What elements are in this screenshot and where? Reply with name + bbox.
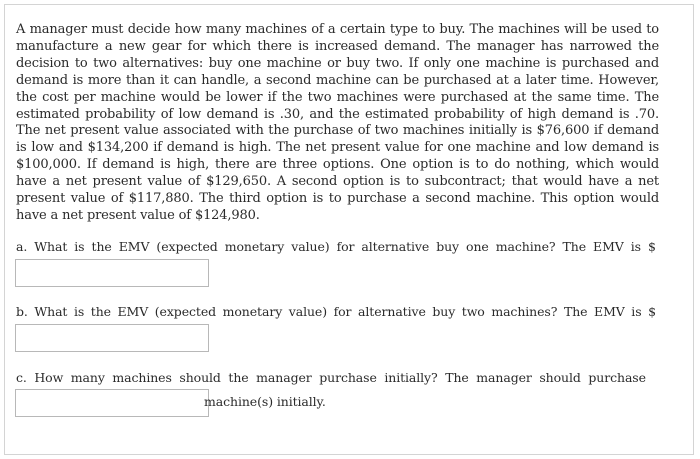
qc-word: The (445, 370, 469, 385)
qa-word: is (630, 239, 641, 254)
qa-word: (expected (156, 239, 218, 254)
qa-word: the (91, 239, 112, 254)
qa-word: The (562, 239, 587, 254)
qc-word: How (34, 370, 64, 385)
qb-word: b. (16, 304, 28, 319)
qa-word: alternative (361, 239, 430, 254)
qb-word: is (73, 304, 85, 319)
qb-word: for (333, 304, 352, 319)
qc-word: manager (256, 370, 312, 385)
qa-word: value) (291, 239, 330, 254)
question-c-tail: machine(s) initially. (204, 394, 326, 409)
qb-word: two (461, 304, 485, 319)
qc-word: purchase (319, 370, 377, 385)
qc-word: c. (16, 370, 27, 385)
qb-word: alternative (358, 304, 426, 319)
qb-word: buy (432, 304, 456, 319)
question-b (16, 304, 656, 319)
qb-word: monetary (222, 304, 283, 319)
qc-word: the (228, 370, 249, 385)
qa-word: is (74, 239, 85, 254)
qb-word: What (34, 304, 68, 319)
qa-word: EMV (118, 239, 150, 254)
qa-word: What (34, 239, 68, 254)
machines-count-input[interactable] (15, 389, 209, 417)
qc-word: purchase (588, 370, 646, 385)
qb-word: The (563, 304, 588, 319)
qb-word: machines? (491, 304, 558, 319)
qa-word: buy (436, 239, 460, 254)
qb-word: EMV (594, 304, 625, 319)
qa-word: for (336, 239, 355, 254)
emv-one-machine-input[interactable] (15, 259, 209, 287)
qa-word: EMV (593, 239, 624, 254)
qc-word: should (539, 370, 581, 385)
qc-word: machines (112, 370, 172, 385)
question-a (16, 239, 656, 254)
qa-word: one (466, 239, 489, 254)
qb-word: the (90, 304, 111, 319)
qa-word: $ (647, 239, 656, 254)
question-c (16, 370, 646, 385)
qb-word: $ (648, 304, 656, 319)
qc-word: manager (476, 370, 532, 385)
qb-word: (expected (154, 304, 217, 319)
qb-word: is (631, 304, 642, 319)
emv-two-machines-input[interactable] (15, 324, 209, 352)
qa-word: machine? (495, 239, 556, 254)
qc-word: initially? (384, 370, 438, 385)
qb-word: EMV (117, 304, 149, 319)
problem-statement: A manager must decide how many machines of a certain type to buy. The machines will be used to manufacture a new gear for which there is increased demand. The manager has narrowed the decision to two alternatives: buy one machine or buy two. If only one machine is purchased and demand is more than it can handle, a second machine can be purchased at a later time. However, the cost per machine would be lower if the two machines were purchased at the same time. The estimated probability of low demand is .30, and the estimated probability of high demand is .70. The net present value associated with the purchase of two machines initially is $76,600 if demand is low and $134,200 if demand is high. The net present value for one machine and low demand is $100,000. If demand is high, there are three options. One option is to do nothing, which would have a net present value of $129,650. A second option is to subcontract; that would have a net present value of $117,880. The third option is to purchase a second machine. This option would have a net present value of $124,980. (16, 22, 659, 223)
qa-word: a. (16, 239, 28, 254)
qc-word: should (179, 370, 221, 385)
qb-word: value) (288, 304, 328, 319)
qa-word: monetary (224, 239, 285, 254)
qc-word: many (70, 370, 105, 385)
